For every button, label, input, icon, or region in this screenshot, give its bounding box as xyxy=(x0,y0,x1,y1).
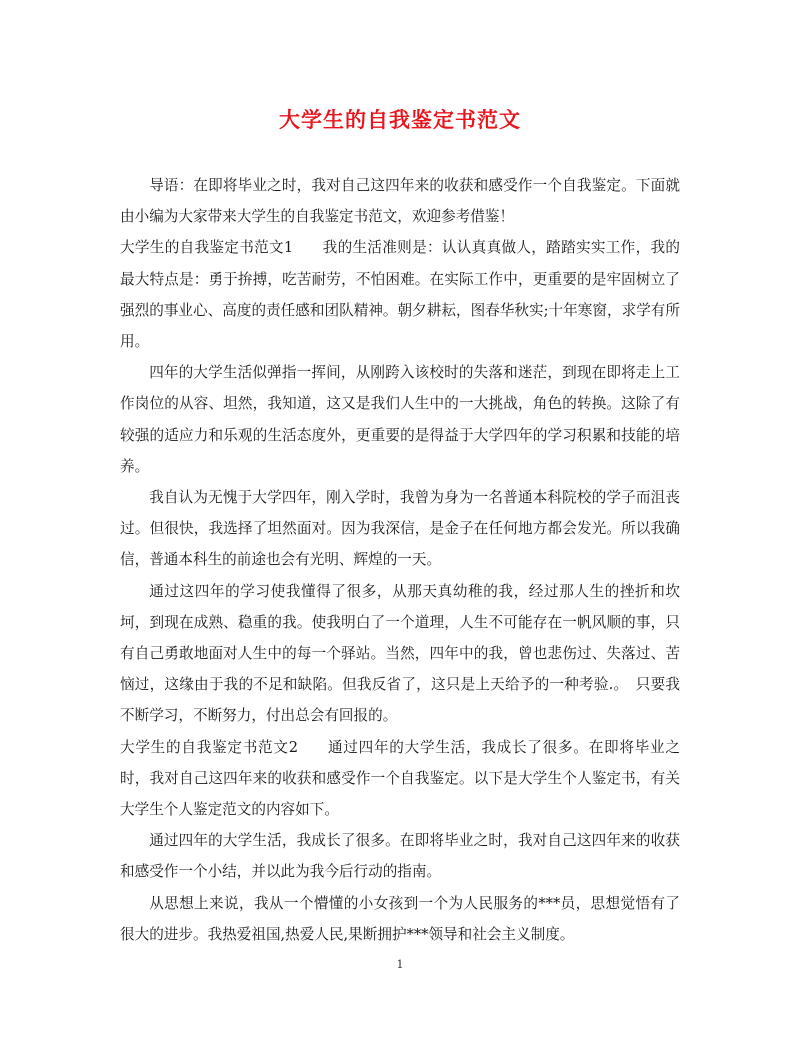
paragraph-body: 四年的大学生活似弹指一挥间，从刚跨入该校时的失落和迷茫，到现在即将走上工作岗位的从容、坦然，我知道，这又是我们人生中的一大挑战，角色的转换。这除了有较强的适应力和乐观的生活态度外，更重要的是得益于大学四年的学习积累和技能的培养。 xyxy=(120,364,680,475)
page-number: 1 xyxy=(396,958,404,971)
paragraph-section-1 xyxy=(120,232,680,357)
document-title: 大学生的自我鉴定书范文 xyxy=(279,107,521,132)
paragraph-body: 从思想上来说，我从一个懵懂的小女孩到一个为人民服务的***员，思想觉悟有了很大的进步。我热爱祖国,热爱人民,果断拥护***领导和社会主义制度。 xyxy=(120,894,680,943)
paragraph-body: 通过四年的大学生活，我成长了很多。在即将毕业之时，我对自己这四年来的收获和感受作一个小结，并以此为我今后行动的指南。 xyxy=(120,832,680,881)
paragraph-intro: 导语：在即将毕业之时，我对自己这四年来的收获和感受作一个自我鉴定。下面就由小编为大家带来大学生的自我鉴定书范文，欢迎参考借鉴！ xyxy=(120,177,680,226)
section-1-text: 我的生活准则是：认认真真做人，踏踏实实工作，我的最大特点是：勇于拚搏，吃苦耐劳，不怕困难。在实际工作中，更重要的是牢固树立了强烈的事业心、高度的责任感和团队精神。朝夕耕耘，图春华秋实;十年寒窗，求学有所用。 xyxy=(120,239,680,351)
section-heading-1: 大学生的自我鉴定书范文1 xyxy=(120,239,294,257)
paragraph-body: 通过这四年的学习使我懂得了很多，从那天真幼稚的我，经过那人生的挫折和坎坷，到现在成熟、稳重的我。使我明白了一个道理，人生不可能存在一帆风顺的事，只有自己勇敢地面对人生中的每一个驿站。当然，四年中的我，曾也悲伤过、失落过、苦恼过，这缘由于我的不足和缺陷。但我反省了，这只是上天给予的一种考验.。 只要我不断学习，不断努力，付出总会有回报的。 xyxy=(120,582,680,725)
section-heading-2: 大学生的自我鉴定书范文2 xyxy=(120,738,299,756)
paragraph-section-2 xyxy=(120,732,680,826)
section-2-text: 通过四年的大学生活，我成长了很多。在即将毕业之时，我对自己这四年来的收获和感受作一个自我鉴定。以下是大学生个人鉴定书，有关大学生个人鉴定范文的内容如下。 xyxy=(120,738,680,819)
paragraph-body: 我自认为无愧于大学四年，刚入学时，我曾为身为一名普通本科院校的学子而沮丧过。但很快，我选择了坦然面对。因为我深信，是金子在任何地方都会发光。所以我确信，普通本科生的前途也会有光明、辉煌的一天。 xyxy=(120,489,680,569)
document-body xyxy=(120,170,680,950)
